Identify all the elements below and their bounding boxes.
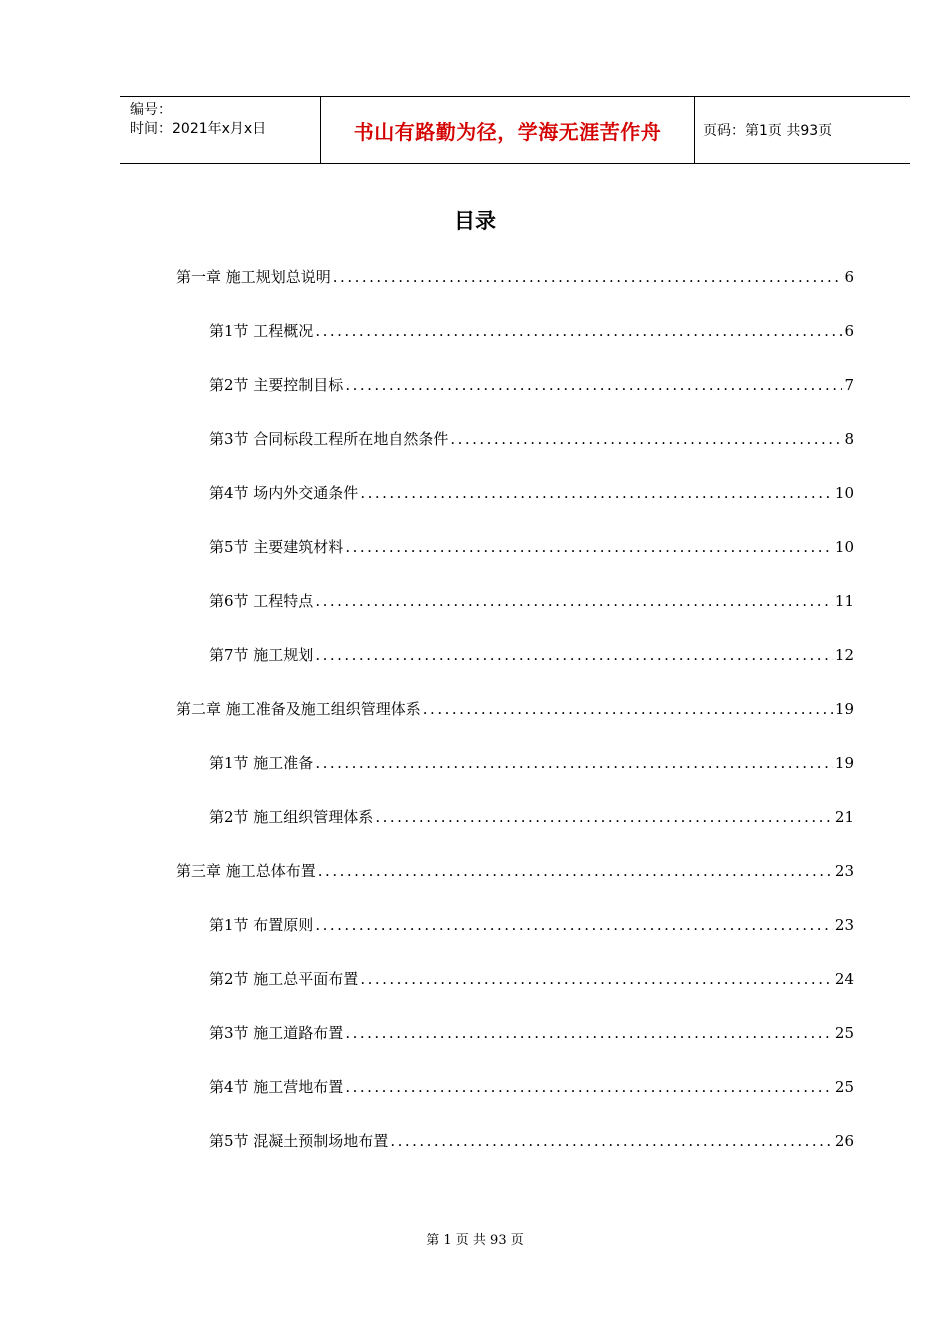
toc-entry-page-number: 19 bbox=[834, 700, 854, 718]
serial-number-label: 编号： bbox=[130, 102, 172, 118]
toc-section-entry[interactable] bbox=[209, 1130, 854, 1150]
toc-dot-leader bbox=[450, 430, 842, 448]
toc-entry-label: 第6节 工程特点 bbox=[209, 592, 314, 610]
toc-section-entry[interactable] bbox=[209, 914, 854, 934]
page-footer: 第 1 页 共 93 页 bbox=[426, 1233, 524, 1248]
toc-section-entry[interactable] bbox=[209, 320, 854, 340]
toc-entry-page-number: 25 bbox=[834, 1024, 854, 1042]
toc-entry-label: 第2节 主要控制目标 bbox=[209, 376, 344, 394]
toc-section-entry[interactable] bbox=[209, 806, 854, 826]
toc-section-entry[interactable] bbox=[209, 644, 854, 664]
toc-entry-page-number: 23 bbox=[834, 916, 854, 934]
toc-entry-label: 第一章 施工规划总说明 bbox=[176, 268, 331, 286]
toc-entry-page-number: 10 bbox=[834, 484, 854, 502]
toc-dot-leader bbox=[360, 970, 833, 988]
header-motto: 书山有路勤为径，学海无涯苦作舟 bbox=[321, 97, 695, 163]
header-meta-cell bbox=[120, 97, 321, 163]
toc-entry-page-number: 24 bbox=[834, 970, 854, 988]
header-page-info: 页码：第1页 共93页 bbox=[703, 123, 833, 139]
toc-dot-leader bbox=[360, 484, 833, 502]
toc-entry-label: 第1节 布置原则 bbox=[209, 916, 314, 934]
toc-entry-page-number: 19 bbox=[834, 754, 854, 772]
toc-dot-leader bbox=[318, 862, 833, 880]
toc-chapter-entry[interactable] bbox=[176, 266, 854, 286]
toc-entry-page-number: 25 bbox=[834, 1078, 854, 1096]
toc-section-entry[interactable] bbox=[209, 428, 854, 448]
toc-section-entry[interactable] bbox=[209, 1076, 854, 1096]
toc-section-entry[interactable] bbox=[209, 482, 854, 502]
toc-section-entry[interactable] bbox=[209, 1022, 854, 1042]
toc-entry-page-number: 6 bbox=[844, 322, 854, 340]
toc-dot-leader bbox=[345, 538, 833, 556]
toc-section-entry[interactable] bbox=[209, 752, 854, 772]
toc-dot-leader bbox=[423, 700, 833, 718]
toc-chapter-entry[interactable] bbox=[176, 860, 854, 880]
toc-dot-leader bbox=[345, 1078, 833, 1096]
toc-entry-page-number: 21 bbox=[834, 808, 854, 826]
toc-dot-leader bbox=[315, 916, 833, 934]
toc-title: 目录 bbox=[454, 209, 496, 233]
toc-dot-leader bbox=[315, 646, 833, 664]
toc-section-entry[interactable] bbox=[209, 536, 854, 556]
toc-entry-label: 第二章 施工准备及施工组织管理体系 bbox=[176, 700, 421, 718]
toc-dot-leader bbox=[315, 592, 833, 610]
toc-section-entry[interactable] bbox=[209, 968, 854, 988]
toc-dot-leader bbox=[315, 754, 833, 772]
toc-section-entry[interactable] bbox=[209, 590, 854, 610]
toc-dot-leader bbox=[345, 1024, 833, 1042]
toc-entry-label: 第5节 混凝土预制场地布置 bbox=[209, 1132, 389, 1150]
toc-dot-leader bbox=[345, 376, 842, 394]
toc-entry-label: 第2节 施工总平面布置 bbox=[209, 970, 359, 988]
toc-entry-page-number: 26 bbox=[834, 1132, 854, 1150]
toc-entry-label: 第5节 主要建筑材料 bbox=[209, 538, 344, 556]
toc-chapter-entry[interactable] bbox=[176, 698, 854, 718]
toc-dot-leader bbox=[333, 268, 843, 286]
toc-entry-label: 第4节 施工营地布置 bbox=[209, 1078, 344, 1096]
toc-entry-label: 第7节 施工规划 bbox=[209, 646, 314, 664]
time-label: 时间：2021年x月x日 bbox=[130, 121, 267, 137]
toc-entry-page-number: 11 bbox=[834, 592, 854, 610]
toc-entry-label: 第三章 施工总体布置 bbox=[176, 862, 316, 880]
toc-entry-page-number: 8 bbox=[844, 430, 854, 448]
toc-entry-page-number: 23 bbox=[834, 862, 854, 880]
toc-entry-page-number: 7 bbox=[844, 376, 854, 394]
document-header bbox=[120, 96, 910, 164]
toc-entry-page-number: 10 bbox=[834, 538, 854, 556]
toc-entry-page-number: 6 bbox=[844, 268, 854, 286]
toc-section-entry[interactable] bbox=[209, 374, 854, 394]
toc-dot-leader bbox=[375, 808, 833, 826]
toc-entry-page-number: 12 bbox=[834, 646, 854, 664]
toc-entry-label: 第4节 场内外交通条件 bbox=[209, 484, 359, 502]
toc-dot-leader bbox=[390, 1132, 833, 1150]
toc-entry-label: 第1节 施工准备 bbox=[209, 754, 314, 772]
toc-entry-label: 第3节 合同标段工程所在地自然条件 bbox=[209, 430, 449, 448]
toc-entry-label: 第1节 工程概况 bbox=[209, 322, 314, 340]
toc-entry-label: 第3节 施工道路布置 bbox=[209, 1024, 344, 1042]
toc-dot-leader bbox=[315, 322, 842, 340]
toc-entry-label: 第2节 施工组织管理体系 bbox=[209, 808, 374, 826]
